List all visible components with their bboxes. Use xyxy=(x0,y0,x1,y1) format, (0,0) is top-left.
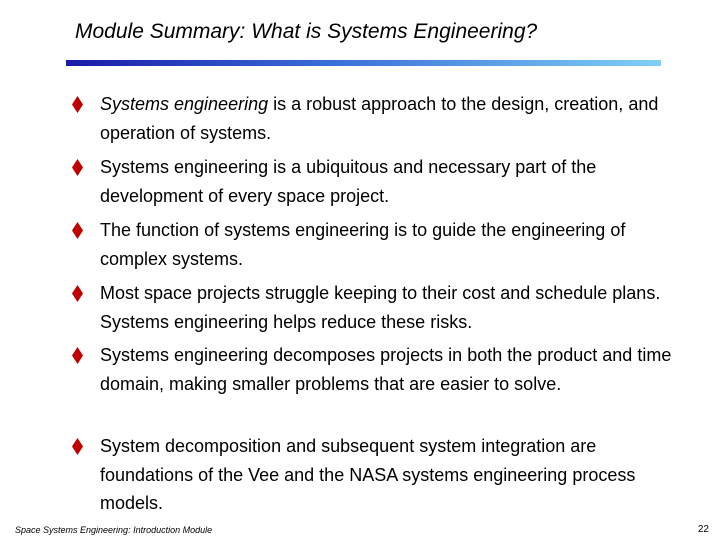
bullet-text: Systems engineering decomposes projects in both the product and time domain, making smaller problems that are easier to solve. xyxy=(100,345,672,394)
bullet-text: The function of systems engineering is to guide the engineering of complex systems. xyxy=(100,220,626,269)
diamond-bullet-icon xyxy=(72,159,83,176)
page-number: 22 xyxy=(697,524,709,535)
diamond-bullet-icon xyxy=(72,285,83,302)
bullet-text: Most space projects struggle keeping to their cost and schedule plans. Systems engineering helps reduce these risks. xyxy=(100,283,661,332)
bullet-text: is a robust approach to the design, creation, and operation of systems. xyxy=(100,94,659,143)
diamond-bullet-icon xyxy=(72,347,83,364)
diamond-bullet-icon xyxy=(72,222,83,239)
footer-course-title: Space Systems Engineering: Introduction Module xyxy=(15,525,213,535)
diamond-bullet-icon xyxy=(72,438,83,455)
bullet-text: Systems engineering is a ubiquitous and necessary part of the development of every space project. xyxy=(100,157,597,206)
bullet-emphasis: Systems engineering xyxy=(100,94,269,114)
title-underline-bar xyxy=(66,60,661,66)
slide-title: Module Summary: What is Systems Engineering? xyxy=(75,20,538,43)
bullet-text: System decomposition and subsequent system integration are foundations of the Vee and the NASA systems engineering process models. xyxy=(100,436,636,513)
diamond-bullet-icon xyxy=(72,96,83,113)
